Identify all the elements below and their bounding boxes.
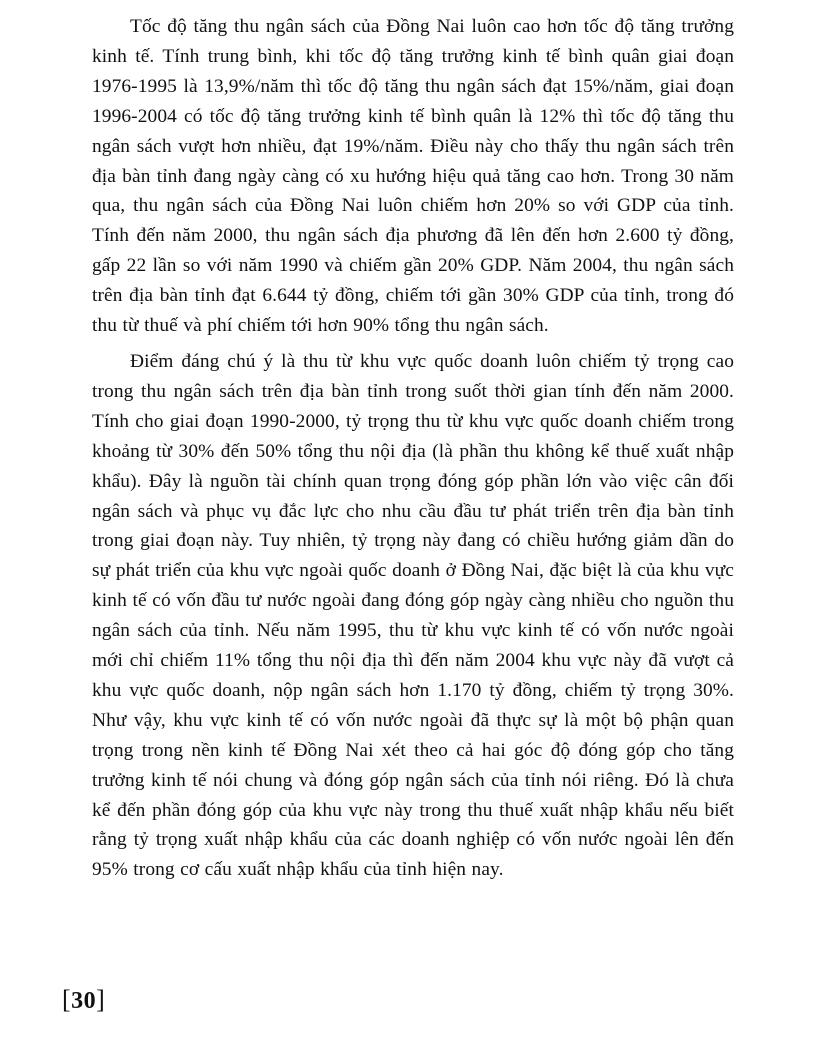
- paragraph-budget-growth: Tốc độ tăng thu ngân sách của Đồng Nai luôn cao hơn tốc độ tăng trưởng kinh tế. Tính trung bình, khi tốc độ tăng trưởng kinh tế bình quân giai đoạn 1976-1995 là 13,9%/năm thì tốc độ tăng thu ngân sách đạt 15%/năm, giai đoạn 1996-2004 có tốc độ tăng trưởng kinh tế bình quân là 12% thì tốc độ tăng thu ngân sách vượt hơn nhiều, đạt 19%/năm. Điều này cho thấy thu ngân sách trên địa bàn tỉnh đang ngày càng có xu hướng hiệu quả tăng cao hơn. Trong 30 năm qua, thu ngân sách của Đồng Nai luôn chiếm hơn 20% so với GDP của tỉnh. Tính đến năm 2000, thu ngân sách địa phương đã lên đến hơn 2.600 tỷ đồng, gấp 22 lần so với năm 1990 và chiếm gần 20% GDP. Năm 2004, thu ngân sách trên địa bàn tỉnh đạt 6.644 tỷ đồng, chiếm tới gần 30% GDP của tỉnh, trong đó thu từ thuế và phí chiếm tới hơn 90% tổng thu ngân sách.: [92, 16, 734, 337]
- page-number-value: 30: [71, 988, 97, 1014]
- body-text: [92, 12, 734, 885]
- paragraph-state-sector-share: Điểm đáng chú ý là thu từ khu vực quốc doanh luôn chiếm tỷ trọng cao trong thu ngân sách trên địa bàn tỉnh trong suốt thời gian tính đến năm 2000. Tính cho giai đoạn 1990-2000, tỷ trọng thu từ khu vực quốc doanh chiếm trong khoảng từ 30% đến 50% tổng thu nội địa (là phần thu không kể thuế xuất nhập khẩu). Đây là nguồn tài chính quan trọng đóng góp phần lớn vào việc cân đối ngân sách và phục vụ đắc lực cho nhu cầu đầu tư phát triển trên địa bàn tỉnh trong giai đoạn này. Tuy nhiên, tỷ trọng này đang có chiều hướng giảm dần do sự phát triển của khu vực ngoài quốc doanh ở Đồng Nai, đặc biệt là của khu vực kinh tế có vốn đầu tư nước ngoài đang đóng góp ngày càng nhiều cho nguồn thu ngân sách của tỉnh. Nếu năm 1995, thu từ khu vực kinh tế có vốn nước ngoài mới chỉ chiếm 11% tổng thu nội địa thì đến năm 2004 khu vực này đã vượt cả khu vực quốc doanh, nộp ngân sách hơn 1.170 tỷ đồng, chiếm tỷ trọng 30%. Như vậy, khu vực kinh tế có vốn nước ngoài đã thực sự là một bộ phận quan trọng trong nền kinh tế Đồng Nai xét theo cả hai góc độ đóng góp cho tăng trưởng kinh tế nói chung và đóng góp ngân sách của tỉnh nói riêng. Đó là chưa kể đến phần đóng góp của khu vực này trong thu thuế xuất nhập khẩu nếu biết rằng tỷ trọng xuất nhập khẩu của các doanh nghiệp có vốn nước ngoài lên đến 95% trong cơ cấu xuất nhập khẩu của tỉnh hiện nay.: [92, 350, 734, 881]
- page-number-left-bracket: [: [62, 985, 72, 1014]
- page-number-right-bracket: ]: [96, 985, 106, 1014]
- page-number: [62, 985, 105, 1015]
